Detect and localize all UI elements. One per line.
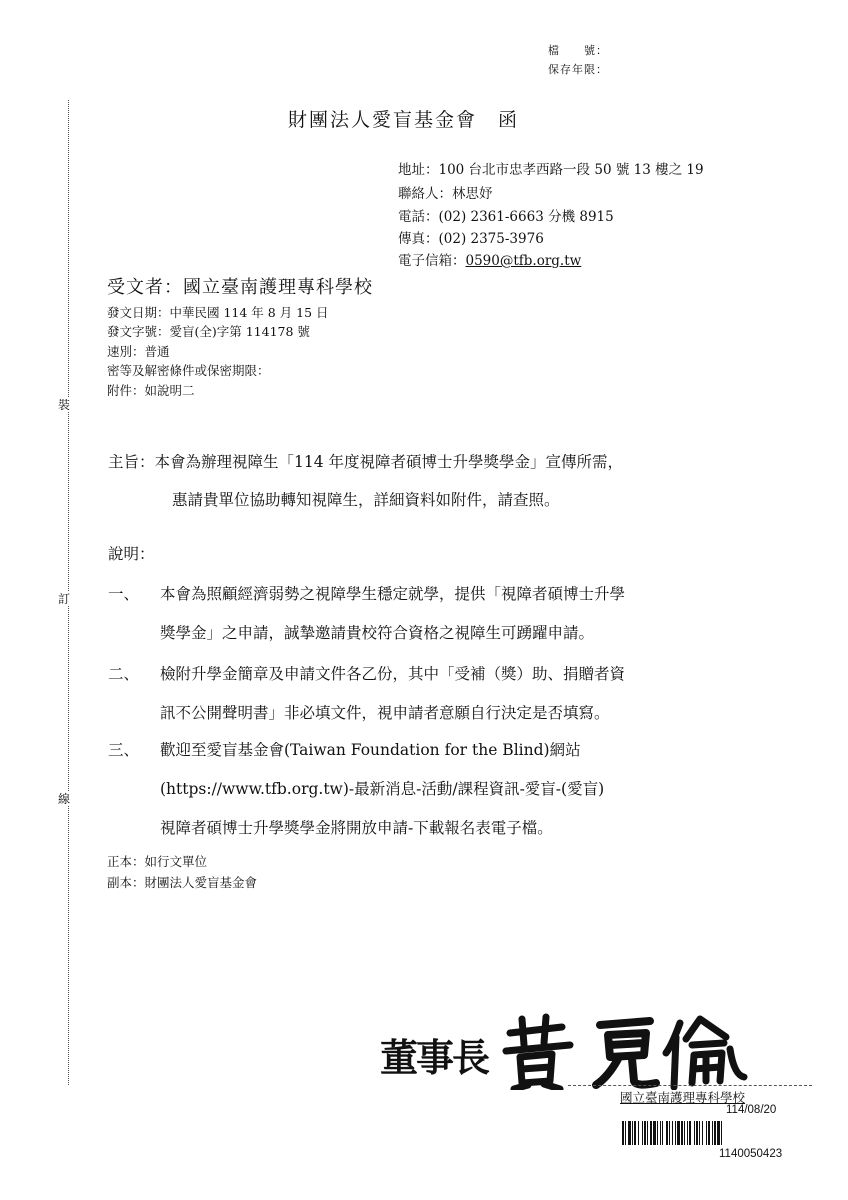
subject-line: 主旨：本會為辦理視障生「114 年度視障者碩博士升學獎學金」宣傳所需， bbox=[108, 453, 624, 471]
stamp-divider bbox=[568, 1085, 812, 1086]
explanation-item bbox=[108, 575, 758, 653]
copy-recipients: 副本：財團法人愛盲基金會 bbox=[107, 875, 258, 890]
explanation-item bbox=[108, 655, 758, 733]
contact-person: 聯絡人：林思妤 bbox=[398, 186, 493, 202]
item-line: 獎學金」之申請，誠摯邀請貴校符合資格之視障生可踴躍申請。 bbox=[160, 624, 595, 642]
chairman-title: 董事長 bbox=[380, 1035, 489, 1080]
item-line-url[interactable]: (https://www.tfb.org.tw)-最新消息-活動/課程資訊-愛盲-(愛盲) bbox=[160, 780, 605, 798]
reference-number: 發文字號：愛盲(全)字第 114178 號 bbox=[107, 324, 310, 339]
barcode-image bbox=[622, 1121, 812, 1145]
contact-email-label: 電子信箱： bbox=[398, 253, 466, 269]
item-line: 本會為照顧經濟弱勢之視障學生穩定就學，提供「視障者碩博士升學 bbox=[160, 585, 626, 603]
chairman-signature bbox=[500, 1005, 760, 1090]
binding-mark-staple: 訂 bbox=[58, 592, 71, 606]
file-number-label: 檔 號： bbox=[548, 44, 608, 57]
item-number: 三、 bbox=[108, 741, 140, 759]
item-number: 二、 bbox=[108, 665, 140, 683]
retention-period-label: 保存年限： bbox=[548, 63, 608, 76]
item-number: 一、 bbox=[108, 585, 140, 603]
document-title: 財團法人愛盲基金會 函 bbox=[288, 109, 520, 131]
subject-line: 惠請貴單位協助轉知視障生，詳細資料如附件，請查照。 bbox=[172, 491, 560, 509]
contact-email-row bbox=[398, 249, 581, 269]
recipient: 受文者：國立臺南護理專科學校 bbox=[107, 277, 373, 298]
sender-address: 地址：100 台北市忠孝西路一段 50 號 13 樓之 19 bbox=[398, 162, 704, 178]
barcode-number: 1140050423 bbox=[719, 1148, 783, 1160]
item-line: 視障者碩博士升學獎學金將開放申請-下載報名表電子檔。 bbox=[160, 819, 553, 837]
original-recipients: 正本：如行文單位 bbox=[107, 854, 208, 869]
issue-date: 發文日期：中華民國 114 年 8 月 15 日 bbox=[107, 305, 329, 320]
secrecy-level: 密等及解密條件或保密期限： bbox=[107, 363, 270, 378]
item-line: 檢附升學金簡章及申請文件各乙份，其中「受補（獎）助、捐贈者資 bbox=[160, 665, 626, 683]
contact-phone: 電話：(02) 2361-6663 分機 8915 bbox=[398, 209, 614, 225]
item-line: 訊不公開聲明書」非必填文件，視申請者意願自行決定是否填寫。 bbox=[160, 704, 610, 722]
contact-email-link[interactable]: 0590@tfb.org.tw bbox=[465, 253, 582, 269]
binding-mark-bind: 裝 bbox=[58, 398, 71, 412]
explanation-item bbox=[108, 731, 758, 848]
explanation-heading: 說明： bbox=[108, 545, 155, 563]
contact-fax: 傳真：(02) 2375-3976 bbox=[398, 231, 544, 247]
delivery-speed: 速別：普通 bbox=[107, 344, 170, 359]
subject bbox=[108, 443, 758, 519]
binding-mark-line: 線 bbox=[58, 792, 71, 806]
attachment: 附件：如說明二 bbox=[107, 383, 195, 398]
item-line: 歡迎至愛盲基金會(Taiwan Foundation for the Blind)網站 bbox=[160, 741, 581, 759]
receiving-date: 114/08/20 bbox=[726, 1104, 777, 1116]
receiving-organization: 國立臺南護理專科學校 bbox=[620, 1091, 746, 1105]
